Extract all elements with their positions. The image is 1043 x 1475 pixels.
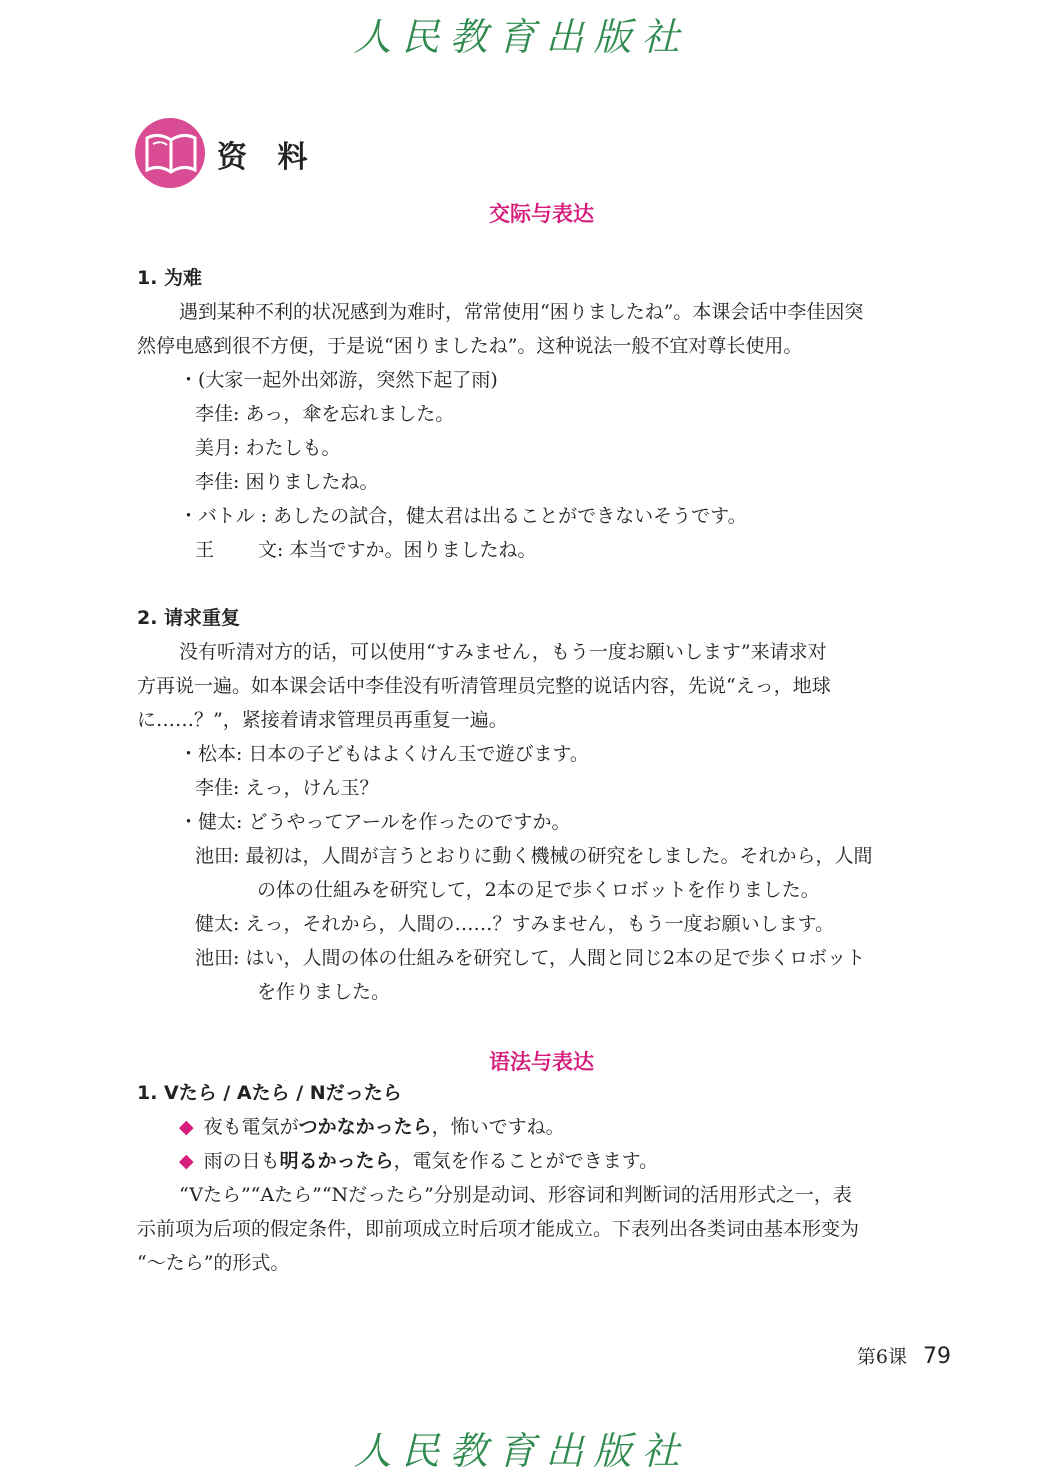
subhead-grammar: 语法与表达 — [489, 1050, 594, 1074]
part1-para-line: 遇到某种不利的状况感到为难时，常常使用“困りましたね”。本课会话中李佳因突 — [179, 301, 864, 323]
example-line: を作りました。 — [257, 981, 391, 1003]
lesson-label: 第6课 — [856, 1346, 907, 1368]
part1-para-line: 然停电感到很不方便，于是说“困りましたね”。这种说法一般不宜对尊长使用。 — [137, 335, 803, 357]
part3-para-line: “Vたら”“Aたら”“Nだったら”分别是动词、形容词和判断词的活用形式之一，表 — [179, 1184, 852, 1206]
example-line: ・松本: 日本の子どもはよくけん玉で遊びます。 — [179, 743, 589, 765]
part2-para-line: 方再说一遍。如本课会话中李佳没有听清管理员完整的说话内容，先说“えっ，地球 — [137, 675, 831, 697]
example-line: 美月: わたしも。 — [195, 437, 341, 459]
book-icon — [135, 118, 205, 188]
example-text: 文: 本当ですか。困りましたね。 — [258, 539, 537, 561]
highlighted-form: 明るかったら — [279, 1150, 394, 1172]
example-intro: ・(大家一起外出郊游，突然下起了雨) — [179, 369, 498, 391]
part1-heading: 1. 为难 — [137, 267, 203, 289]
part3-para-line: 示前项为后项的假定条件，即前项成立时后项才能成立。下表列出各类词由基本形变为 — [137, 1218, 860, 1240]
publisher-watermark-top: 人民教育出版社 — [353, 15, 690, 59]
part2-para-line: に……？”，紧接着请求管理员再重复一遍。 — [137, 709, 508, 731]
page-number: 79 — [923, 1344, 951, 1369]
example-line: 健太: えっ，それから，人間の……？すみません，もう一度お願いします。 — [195, 913, 835, 935]
example-line: ・バトル : あしたの試合，健太君は出ることができないそうです。 — [179, 505, 747, 527]
section-badge — [135, 118, 335, 188]
example-line: の体の仕組みを研究して，2本の足で歩くロボットを作りました。 — [257, 879, 820, 901]
grammar-example: ◆ 雨の日も明るかったら，電気を作ることができます。 — [179, 1150, 659, 1172]
publisher-watermark-bottom: 人民教育出版社 — [353, 1429, 690, 1473]
example-line: 池田: はい，人間の体の仕組みを研究して，人間と同じ2本の足で歩くロボット — [195, 947, 866, 969]
example-line: 李佳: あっ，傘を忘れました。 — [195, 403, 455, 425]
example-line: 李佳: えっ，けん玉？ — [195, 777, 379, 799]
part2-block — [137, 601, 952, 1009]
part1-block — [137, 261, 952, 567]
example-line: 李佳: 困りましたね。 — [195, 471, 379, 493]
part2-heading: 2. 请求重复 — [137, 607, 241, 629]
diamond-bullet-icon: ◆ — [179, 1150, 194, 1172]
grammar-example: ◆ 夜も電気がつかなかったら，怖いですね。 — [179, 1116, 565, 1138]
part3-para-line: “～たら”的形式。 — [137, 1252, 290, 1274]
speaker-name: 王 — [195, 539, 215, 561]
diamond-bullet-icon: ◆ — [179, 1116, 194, 1138]
part2-para-line: 没有听清对方的话，可以使用“すみません，もう一度お願いします”来请求对 — [179, 641, 827, 663]
section-title: 资 料 — [217, 140, 318, 175]
example-line: 池田: 最初は，人間が言うとおりに動く機械の研究をしました。それから，人間 — [195, 845, 873, 867]
example-line — [137, 533, 952, 567]
subhead-communication: 交际与表达 — [489, 202, 594, 226]
part3-heading: 1. Vたら / Aたら / Nだったら — [137, 1082, 402, 1104]
page-footer — [857, 1342, 951, 1369]
part3-block — [137, 1076, 952, 1280]
highlighted-form: つかなかったら — [298, 1116, 432, 1138]
example-line: ・健太: どうやってアールを作ったのですか。 — [179, 811, 571, 833]
